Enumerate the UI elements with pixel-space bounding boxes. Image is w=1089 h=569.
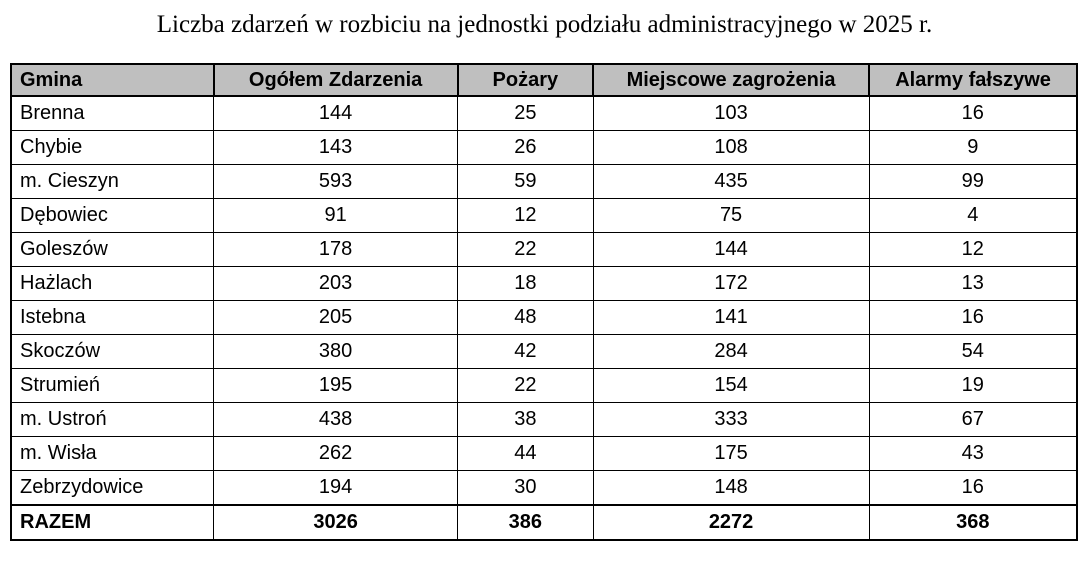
total-value-cell: 3026 [214,505,458,540]
value-cell: 141 [593,301,869,335]
value-cell: 144 [214,96,458,131]
table-header [11,64,1077,96]
value-cell: 22 [458,369,593,403]
value-cell: 38 [458,403,593,437]
value-cell: 9 [869,131,1077,165]
total-label-cell: RAZEM [11,505,214,540]
value-cell: 380 [214,335,458,369]
gmina-cell: m. Ustroń [11,403,214,437]
gmina-cell: Strumień [11,369,214,403]
table-row [11,131,1077,165]
value-cell: 284 [593,335,869,369]
value-cell: 75 [593,199,869,233]
value-cell: 12 [458,199,593,233]
column-header-4: Alarmy fałszywe [869,64,1077,96]
table-row [11,96,1077,131]
gmina-cell: Brenna [11,96,214,131]
table-row [11,233,1077,267]
value-cell: 172 [593,267,869,301]
value-cell: 103 [593,96,869,131]
value-cell: 203 [214,267,458,301]
value-cell: 59 [458,165,593,199]
gmina-cell: Hażlach [11,267,214,301]
table-row [11,335,1077,369]
value-cell: 154 [593,369,869,403]
value-cell: 25 [458,96,593,131]
table-row [11,301,1077,335]
value-cell: 18 [458,267,593,301]
value-cell: 44 [458,437,593,471]
incidents-table-container [10,63,1078,541]
value-cell: 91 [214,199,458,233]
value-cell: 43 [869,437,1077,471]
value-cell: 435 [593,165,869,199]
value-cell: 13 [869,267,1077,301]
value-cell: 54 [869,335,1077,369]
table-row [11,403,1077,437]
gmina-cell: Goleszów [11,233,214,267]
value-cell: 30 [458,471,593,506]
gmina-cell: Zebrzydowice [11,471,214,506]
header-row [11,64,1077,96]
gmina-cell: m. Cieszyn [11,165,214,199]
incidents-table [10,63,1078,541]
value-cell: 195 [214,369,458,403]
table-row [11,199,1077,233]
value-cell: 178 [214,233,458,267]
value-cell: 16 [869,96,1077,131]
value-cell: 26 [458,131,593,165]
total-value-cell: 368 [869,505,1077,540]
value-cell: 4 [869,199,1077,233]
value-cell: 42 [458,335,593,369]
table-footer [11,505,1077,540]
gmina-cell: m. Wisła [11,437,214,471]
value-cell: 148 [593,471,869,506]
value-cell: 194 [214,471,458,506]
column-header-3: Miejscowe zagrożenia [593,64,869,96]
value-cell: 175 [593,437,869,471]
table-row [11,471,1077,506]
page-title: Liczba zdarzeń w rozbiciu na jednostki podziału administracyjnego w 2025 r. [156,11,933,38]
value-cell: 144 [593,233,869,267]
total-value-cell: 2272 [593,505,869,540]
value-cell: 22 [458,233,593,267]
column-header-1: Ogółem Zdarzenia [214,64,458,96]
value-cell: 438 [214,403,458,437]
value-cell: 99 [869,165,1077,199]
gmina-cell: Chybie [11,131,214,165]
table-row [11,267,1077,301]
value-cell: 108 [593,131,869,165]
value-cell: 12 [869,233,1077,267]
value-cell: 593 [214,165,458,199]
value-cell: 333 [593,403,869,437]
value-cell: 205 [214,301,458,335]
value-cell: 16 [869,471,1077,506]
gmina-cell: Skoczów [11,335,214,369]
gmina-cell: Dębowiec [11,199,214,233]
column-header-2: Pożary [458,64,593,96]
value-cell: 262 [214,437,458,471]
value-cell: 67 [869,403,1077,437]
value-cell: 143 [214,131,458,165]
gmina-cell: Istebna [11,301,214,335]
column-header-0: Gmina [11,64,214,96]
value-cell: 16 [869,301,1077,335]
table-row [11,165,1077,199]
total-row [11,505,1077,540]
total-value-cell: 386 [458,505,593,540]
table-body [11,96,1077,505]
table-row [11,437,1077,471]
value-cell: 19 [869,369,1077,403]
table-row [11,369,1077,403]
value-cell: 48 [458,301,593,335]
